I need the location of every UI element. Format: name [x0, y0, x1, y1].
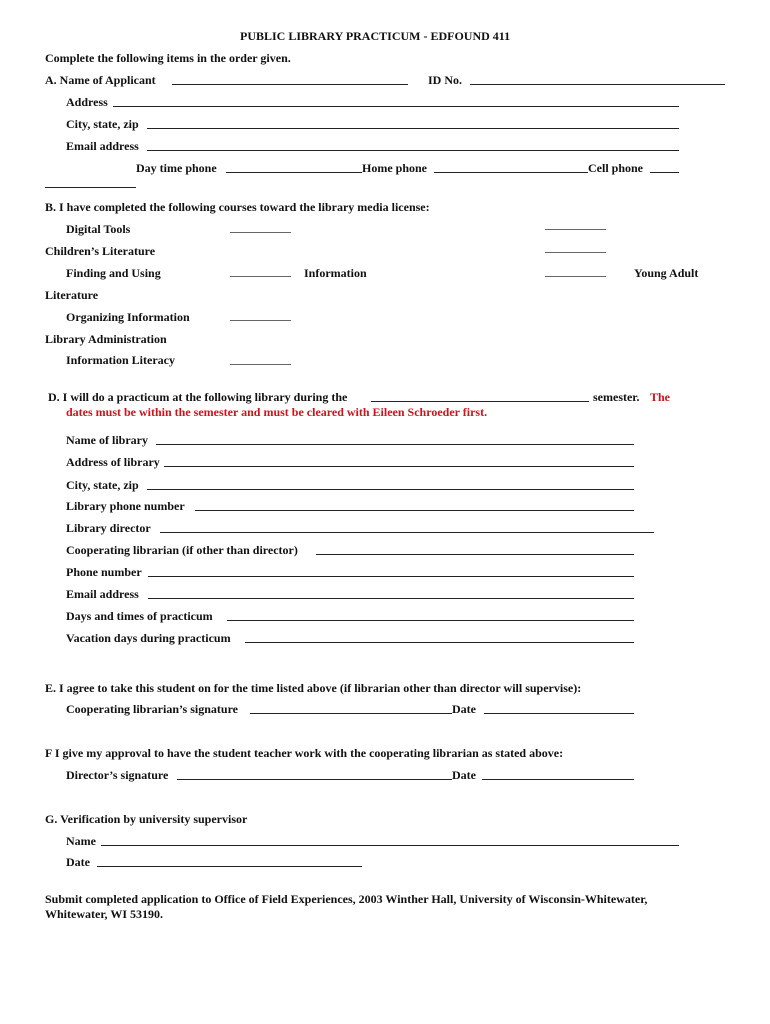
course-finding-and-using: Finding and Using — [66, 266, 161, 280]
home-phone-field[interactable] — [434, 160, 588, 173]
id-number-label: ID No. — [428, 73, 463, 87]
library-name-field[interactable] — [156, 432, 634, 445]
agreement-heading: E. I agree to take this student on for the time listed above (if librarian other than director will supervise): — [45, 681, 582, 695]
supervisor-name-label: Name — [66, 834, 96, 848]
course-blank-field[interactable] — [545, 217, 606, 230]
cell-phone-label: Cell phone — [588, 161, 644, 175]
approval-heading: F I give my approval to have the student teacher work with the cooperating librarian as stated above: — [45, 746, 564, 760]
course-information: Information — [304, 266, 367, 280]
library-director-field[interactable] — [160, 520, 654, 533]
practicum-note-start: The — [650, 390, 671, 404]
cell-phone-field-continued[interactable] — [45, 175, 136, 188]
cooperating-signature-field[interactable] — [250, 701, 452, 714]
library-city-field[interactable] — [147, 477, 634, 490]
finding-and-using-field[interactable] — [230, 264, 291, 277]
practicum-heading: D. I will do a practicum at the following library during the — [48, 390, 348, 404]
verification-heading: G. Verification by university supervisor — [45, 812, 248, 826]
director-date-label: Date — [452, 768, 476, 782]
course-literature: Literature — [45, 288, 99, 302]
young-adult-field[interactable] — [545, 264, 606, 277]
semester-field[interactable] — [371, 389, 589, 402]
vacation-days-field[interactable] — [245, 630, 634, 643]
id-number-field[interactable] — [470, 72, 725, 85]
course-digital-tools: Digital Tools — [66, 222, 131, 236]
course-organizing-information: Organizing Information — [66, 310, 190, 324]
page-title: PUBLIC LIBRARY PRACTICUM - EDFOUND 411 — [240, 29, 511, 43]
library-director-label: Library director — [66, 521, 151, 535]
director-signature-field[interactable] — [177, 767, 452, 780]
librarian-email-label: Email address — [66, 587, 139, 601]
cooperating-librarian-field[interactable] — [316, 542, 634, 555]
library-address-label: Address of library — [66, 455, 160, 469]
applicant-name-label: A. Name of Applicant — [45, 73, 156, 87]
practicum-days-label: Days and times of practicum — [66, 609, 213, 623]
home-phone-label: Home phone — [362, 161, 428, 175]
applicant-address-label: Address — [66, 95, 108, 109]
course-information-literacy: Information Literacy — [66, 353, 175, 367]
course-library-administration: Library Administration — [45, 332, 167, 346]
intro-text: Complete the following items in the order given. — [45, 51, 291, 65]
library-address-field[interactable] — [164, 454, 634, 467]
day-phone-label: Day time phone — [136, 161, 217, 175]
supervisor-date-label: Date — [66, 855, 90, 869]
librarian-phone-field[interactable] — [148, 564, 634, 577]
courses-heading: B. I have completed the following courses toward the library media license: — [45, 200, 430, 214]
library-phone-label: Library phone number — [66, 499, 185, 513]
director-signature-label: Director’s signature — [66, 768, 169, 782]
practicum-note: dates must be within the semester and must be cleared with Eileen Schroeder first. — [66, 405, 488, 419]
applicant-address-field[interactable] — [113, 94, 679, 107]
digital-tools-field[interactable] — [230, 220, 291, 233]
library-phone-field[interactable] — [195, 498, 634, 511]
organizing-information-field[interactable] — [230, 308, 291, 321]
semester-label: semester. — [593, 390, 640, 404]
day-phone-field[interactable] — [226, 160, 362, 173]
applicant-email-field[interactable] — [147, 138, 679, 151]
cooperating-librarian-label: Cooperating librarian (if other than director) — [66, 543, 298, 557]
cooperating-date-field[interactable] — [484, 701, 634, 714]
supervisor-date-field[interactable] — [97, 854, 362, 867]
applicant-email-label: Email address — [66, 139, 139, 153]
cell-phone-field[interactable] — [650, 160, 679, 173]
librarian-email-field[interactable] — [148, 586, 634, 599]
applicant-city-field[interactable] — [147, 116, 679, 129]
course-young-adult: Young Adult — [634, 266, 699, 280]
childrens-literature-field[interactable] — [545, 240, 606, 253]
practicum-days-field[interactable] — [227, 608, 634, 621]
director-date-field[interactable] — [482, 767, 634, 780]
course-childrens-literature: Children’s Literature — [45, 244, 156, 258]
applicant-city-label: City, state, zip — [66, 117, 139, 131]
librarian-phone-label: Phone number — [66, 565, 142, 579]
applicant-name-field[interactable] — [172, 72, 408, 85]
library-name-label: Name of library — [66, 433, 148, 447]
submission-instructions: Submit completed application to Office of Field Experiences, 2003 Winther Hall, University of Wisconsin-Whitewater, — [45, 892, 648, 906]
library-city-label: City, state, zip — [66, 478, 139, 492]
cooperating-signature-label: Cooperating librarian’s signature — [66, 702, 239, 716]
vacation-days-label: Vacation days during practicum — [66, 631, 231, 645]
cooperating-date-label: Date — [452, 702, 476, 716]
submission-address: Whitewater, WI 53190. — [45, 907, 163, 921]
supervisor-name-field[interactable] — [101, 833, 679, 846]
information-literacy-field[interactable] — [230, 352, 291, 365]
